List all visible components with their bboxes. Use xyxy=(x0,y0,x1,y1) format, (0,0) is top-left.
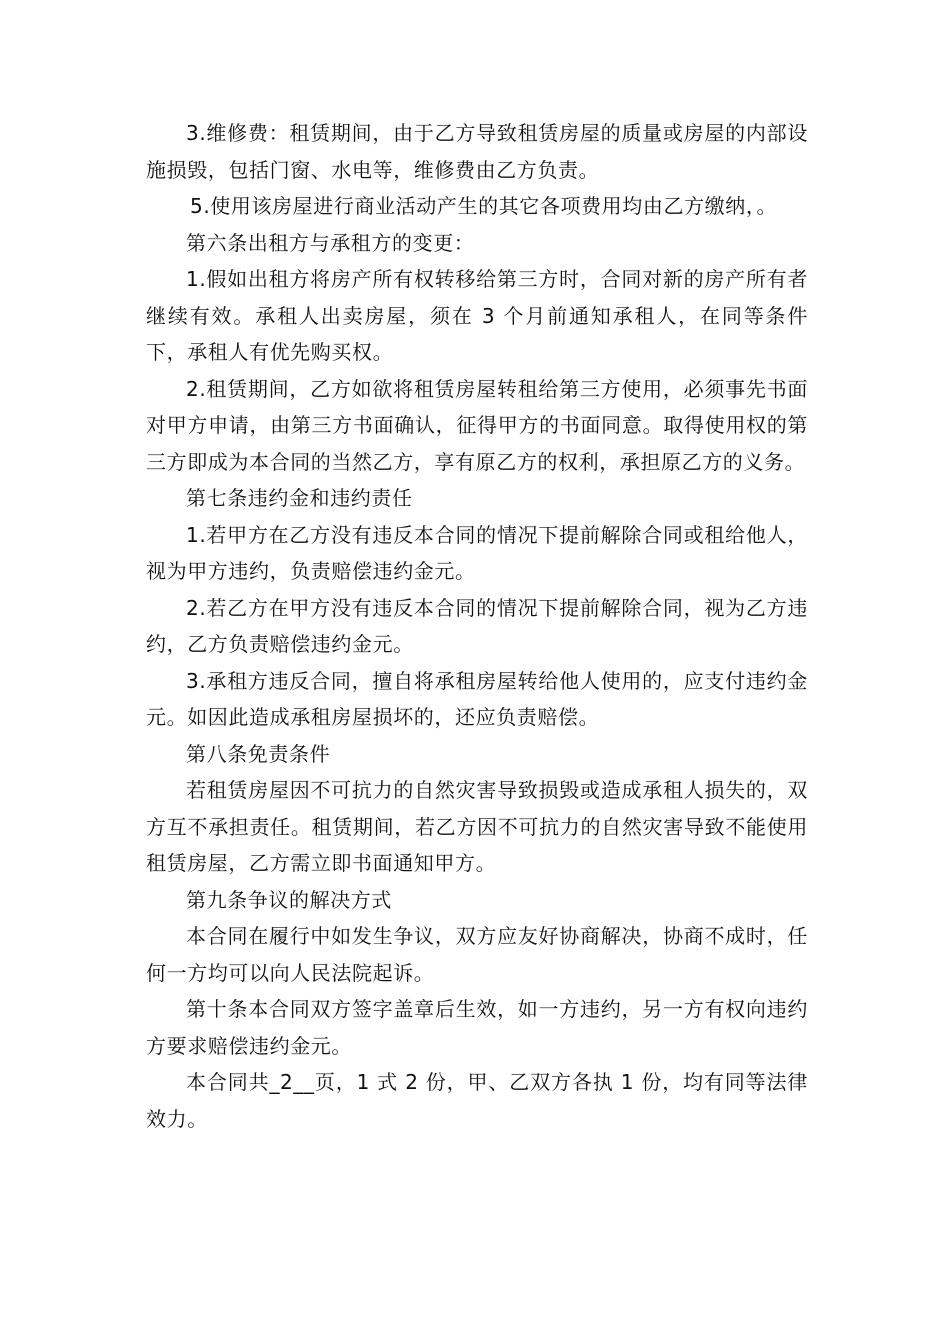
article-7-item-3: 3.承租方违反合同，擅自将承租房屋转给他人使用的，应支付违约金元。如因此造成承租房屋损坏的，还应负责赔偿。 xyxy=(146,668,808,729)
article-7-heading: 第七条违约金和违约责任 xyxy=(186,486,413,510)
article-6-heading: 第六条出租方与承租方的变更： xyxy=(186,230,475,255)
closing-clause: 本合同共_2__页，1 式 2 份，甲、乙双方各执 1 份，均有同等法律效力。 xyxy=(146,1070,808,1131)
document-body xyxy=(146,115,808,1137)
clause-other-fees: 5.使用该房屋进行商业活动产生的其它各项费用均由乙方缴纳，。 xyxy=(190,194,778,218)
article-10: 第十条本合同双方签字盖章后生效，如一方违约，另一方有权向违约方要求赔偿违约金元。 xyxy=(146,997,808,1058)
article-8-body: 若租赁房屋因不可抗力的自然灾害导致损毁或造成承租人损失的，双方互不承担责任。租赁期间，若乙方因不可抗力的自然灾害导致不能使用租赁房屋，乙方需立即书面通知甲方。 xyxy=(146,778,808,875)
article-8-heading: 第八条免责条件 xyxy=(186,741,331,766)
article-6-item-2: 2.租赁期间，乙方如欲将租赁房屋转租给第三方使用，必须事先书面对甲方申请，由第三方书面确认，征得甲方的书面同意。取得使用权的第三方即成为本合同的当然乙方，享有原乙方的权利，承担原乙方的义务。 xyxy=(146,376,808,474)
article-9-body: 本合同在履行中如发生争议，双方应友好协商解决，协商不成时，任何一方均可以向人民法院起诉。 xyxy=(146,924,808,985)
article-6-item-1: 1.假如出租方将房产所有权转移给第三方时，合同对新的房产所有者继续有效。承租人出卖房屋，须在 3 个月前通知承租人，在同等条件下，承租人有优先购买权。 xyxy=(146,267,808,364)
article-7-item-2: 2.若乙方在甲方没有违反本合同的情况下提前解除合同，视为乙方违约，乙方负责赔偿违约金元。 xyxy=(146,595,808,656)
clause-maintenance-fee: 3.维修费：租赁期间，由于乙方导致租赁房屋的质量或房屋的内部设施损毁，包括门窗、水电等，维修费由乙方负责。 xyxy=(146,121,808,182)
article-7-item-1: 1.若甲方在乙方没有违反本合同的情况下提前解除合同或租给他人，视为甲方违约，负责赔偿违约金元。 xyxy=(146,522,808,583)
article-9-heading: 第九条争议的解决方式 xyxy=(186,887,392,912)
